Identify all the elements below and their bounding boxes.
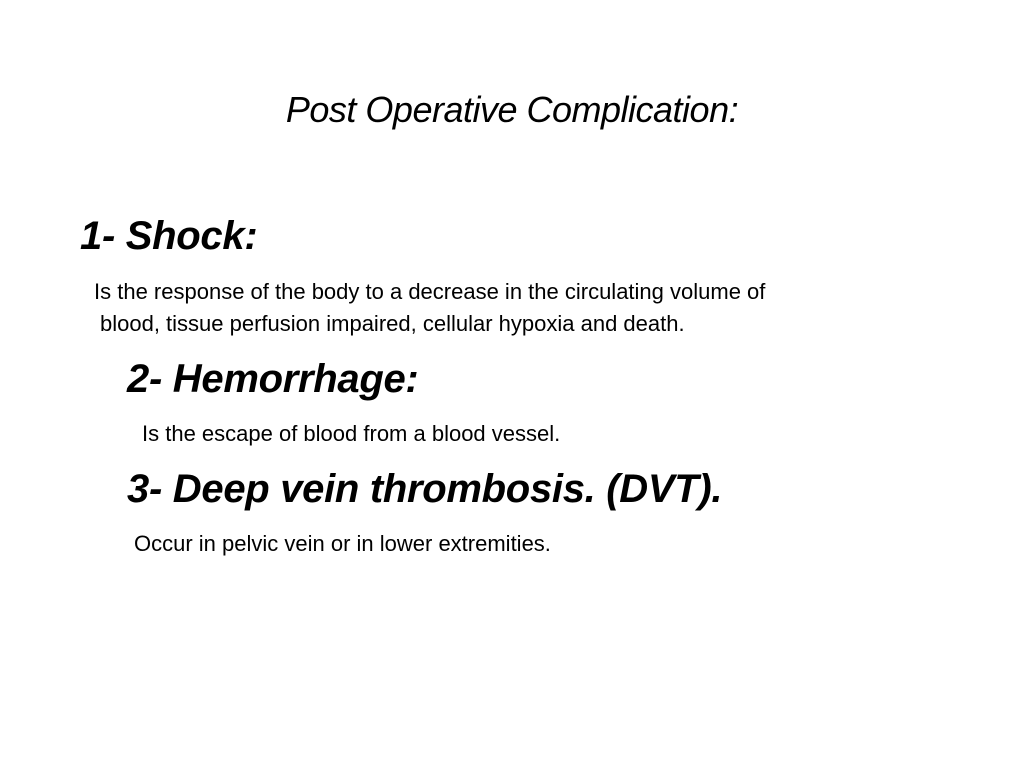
item-heading-dvt: 3- Deep vein thrombosis. (DVT).	[127, 467, 723, 511]
item-description-shock-line-2: blood, tissue perfusion impaired, cellular hypoxia and death.	[100, 311, 685, 336]
item-description-hemorrhage: Is the escape of blood from a blood vessel.	[142, 421, 561, 446]
item-description-dvt: Occur in pelvic vein or in lower extremities.	[134, 531, 551, 556]
item-heading-shock: 1- Shock:	[80, 214, 258, 258]
item-heading-hemorrhage: 2- Hemorrhage:	[127, 357, 419, 401]
item-description-shock-line-1: Is the response of the body to a decrease in the circulating volume of	[94, 279, 766, 304]
slide-title: Post Operative Complication:	[285, 89, 739, 130]
